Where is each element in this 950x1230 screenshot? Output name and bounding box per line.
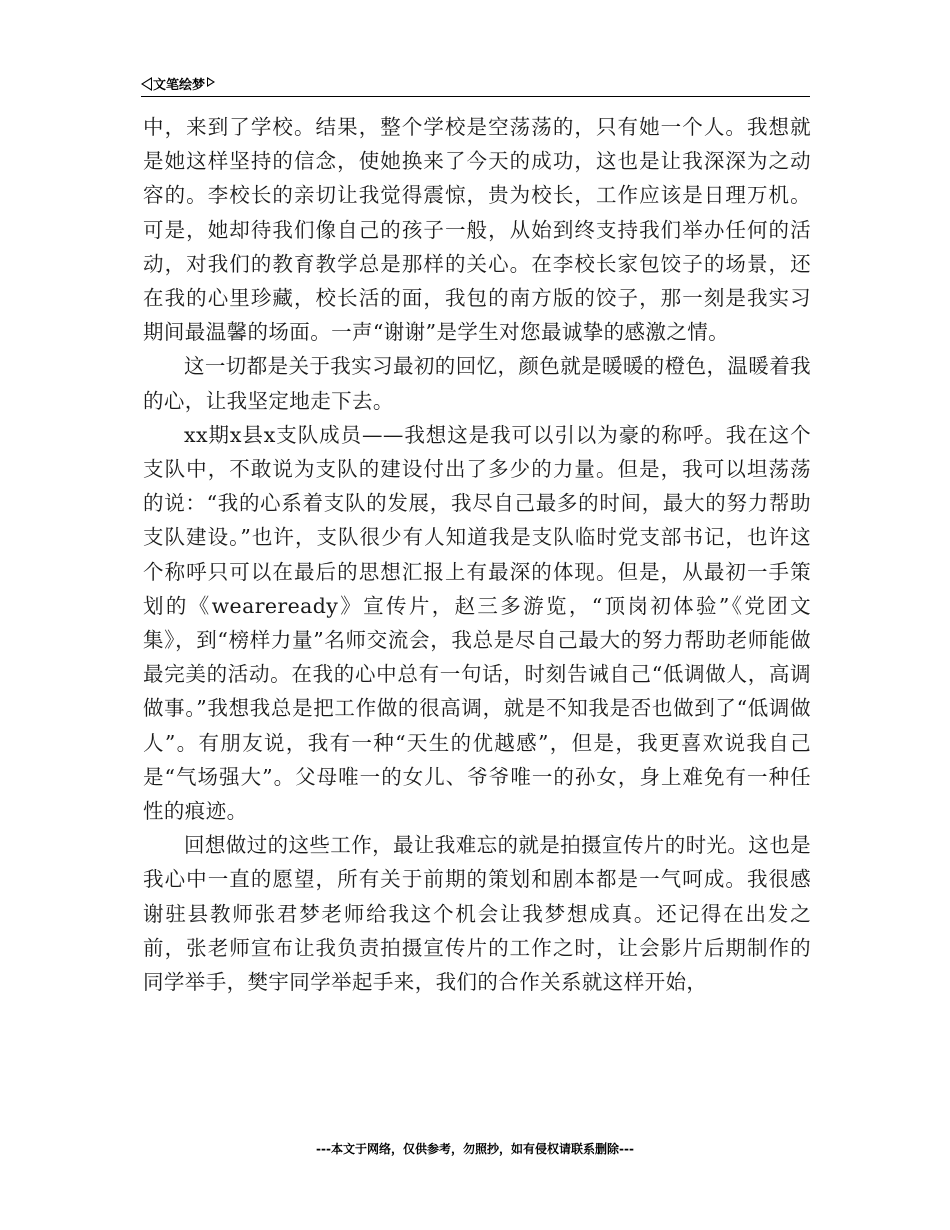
- triangle-left-icon: [141, 77, 152, 91]
- brand-logo: [141, 74, 215, 93]
- page-header: [141, 72, 810, 97]
- paragraph-3: xx期x县x支队成员——我想这是我可以引以为豪的称呼。我在这个支队中，不敢说为支队的建设付出了多少的力量。但是，我可以坦荡荡的说：“我的心系着支队的发展，我尽自己最多的时间，最大的努力帮助支队建设。”也许，支队很少有人知道我是支队临时党支部书记，也许这个称呼只可以在最后的思想汇报上有最深的体现。但是，从最初一手策划的《weareready》宣传片，赵三多游览，“顶岗初体验”《党团文集》，到“榜样力量”名师交流会，我总是尽自己最大的努力帮助老师能做最完美的活动。在我的心中总有一句话，时刻告诫自己“低调做人，高调做事。”我想我总是把工作做的很高调，就是不知我是否也做到了“低调做人”。有朋友说，我有一种“天生的优越感”，但是，我更喜欢说我自己是“气场强大”。父母唯一的女儿、爷爷唯一的孙女，身上难免有一种任性的痕迹。: [143, 422, 811, 824]
- paragraph-4: 回想做过的这些工作，最让我难忘的就是拍摄宣传片的时光。这也是我心中一直的愿望，所有关于前期的策划和剧本都是一气呵成。我很感谢驻县教师张君梦老师给我这个机会让我梦想成真。还记得在出发之前，张老师宣布让我负责拍摄宣传片的工作之时，让会影片后期制作的同学举手，樊宇同学举起手来，我们的合作关系就这样开始，: [143, 833, 811, 995]
- article-body: [143, 110, 811, 999]
- page-footer: ---本文于网络，仅供参考，勿照抄，如有侵权请联系删除---: [316, 1142, 634, 1156]
- triangle-right-icon: [207, 77, 215, 87]
- brand-title: 文笔绘梦: [153, 78, 206, 93]
- paragraph-2: 这一切都是关于我实习最初的回忆，颜色就是暖暖的橙色，温暖着我的心，让我坚定地走下去。: [143, 354, 811, 413]
- paragraph-1: 中，来到了学校。结果，整个学校是空荡荡的，只有她一个人。我想就是她这样坚持的信念，使她换来了今天的成功，这也是让我深深为之动容的。李校长的亲切让我觉得震惊，贵为校长，工作应该是日理万机。可是，她却待我们像自己的孩子一般，从始到终支持我们举办任何的活动，对我们的教育教学总是那样的关心。在李校长家包饺子的场景，还在我的心里珍藏，校长活的面，我包的南方版的饺子，那一刻是我实习期间最温馨的场面。一声“谢谢”是学生对您最诚挚的感激之情。: [143, 115, 811, 345]
